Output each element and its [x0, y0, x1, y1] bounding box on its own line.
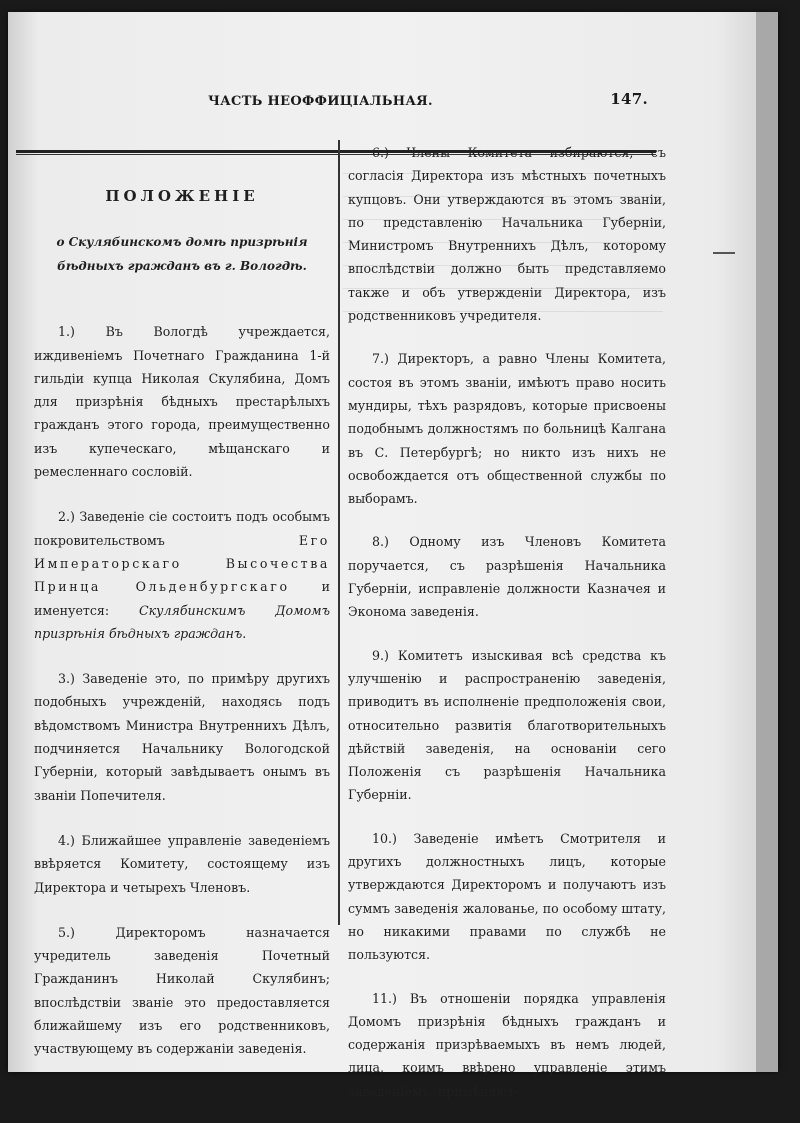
paragraph-4: 4.) Ближайшее управленіе заведеніемъ ввѣряется Комитету, состоящему изъ Директора и четырехъ Членовъ.: [34, 832, 330, 895]
right-column: [348, 141, 666, 1123]
document-subtitle: о Скулябинскомъ домѣ призрѣнія бѣдныхъ гражданъ въ г. Вологдѣ.: [56, 235, 308, 274]
paragraph-1: 1.) Въ Вологдѣ учреждается, иждивеніемъ Почетнаго Гражданина 1-й гильдіи купца Николая Скулябина, Домъ для призрѣнія бѣдныхъ престарѣлыхъ гражданъ этого города, преимущественно изъ купеческаго, мѣщанскаго и ремесленнаго сословій.: [34, 324, 330, 480]
margin-mark: [713, 252, 735, 254]
paragraph-3: 3.) Заведеніе это, по примѣру другихъ подобныхъ учрежденій, находясь подъ вѣдомствомъ Министра Внутреннихъ Дѣлъ, подчиняется Начальнику Вологодской Губерніи, который завѣдываетъ онымъ въ званіи Попечителя.: [34, 671, 330, 803]
running-header: [208, 90, 648, 109]
page-number: 147.: [610, 90, 648, 108]
paragraph-2-title: Его Императорскаго Высочества Принца Ольденбургскаго: [34, 532, 330, 595]
document-page: [8, 12, 778, 1099]
paragraph-2: [34, 505, 330, 645]
paragraph-10: 10.) Заведеніе имѣетъ Смотрителя и другихъ должностныхъ лицъ, которые утверждаются Директоромъ и получаютъ изъ суммъ заведенія жалованье, по особому штату, но никакими правами по службѣ не пользуются.: [348, 830, 666, 963]
paragraph-8: 8.) Одному изъ Членовъ Комитета поручается, съ разрѣшенія Начальника Губерніи, исправленіе должности Казначея и Эконома заведенія.: [348, 534, 666, 620]
page-edge: [756, 12, 778, 1072]
column-separator: [338, 140, 340, 925]
paragraph-2-text-c: и именуется:: [34, 579, 330, 618]
paragraph-2-text-a: 2.) Заведеніе сіе состоитъ подъ особымъ покровительствомъ: [34, 509, 330, 548]
document-title: ПОЛОЖЕНІЕ: [105, 187, 259, 205]
paragraph-2-name: Скулябинскимъ Домомъ призрѣнія бѣдныхъ гражданъ.: [34, 602, 330, 641]
paragraph-5: 5.) Директоромъ назначается учредитель заведенія Почетный Гражданинъ Николай Скулябинъ; впослѣдствіи званіе это предоставляется ближайшему изъ его родственниковъ, участвующему въ содержаніи заведенія.: [34, 924, 330, 1057]
left-column: [34, 177, 330, 1083]
section-title: ЧАСТЬ НЕОФФИЦІАЛЬНАЯ.: [208, 94, 433, 109]
paragraph-7: 7.) Директоръ, а равно Члены Комитета, состоя въ этомъ званіи, имѣютъ право носить мундиры, тѣхъ разрядовъ, которые присвоены подобнымъ должностямъ по больницѣ Калгана въ С. Петербургѣ; но никто изъ нихъ не освобождается отъ общественной службы по выборамъ.: [348, 351, 666, 507]
paragraph-9: 9.) Комитетъ изыскивая всѣ средства къ улучшенію и распространенію заведенія, приводитъ въ исполненіе предположенія свои, относительно развитія благотворительныхъ дѣйствій заведенія, на основаніи сего Положенія съ разрѣшенія Начальника Губерніи.: [348, 647, 666, 803]
paragraph-6: 6.) Члены Комитета избираются, съ согласія Директора изъ мѣстныхъ почетныхъ купцовъ. Они утверждаются въ этомъ званіи, по представленію Начальника Губерніи, Министромъ Внутреннихъ Дѣлъ, которому впослѣдствіи должно быть представляемо также и объ утвержденіи Директора, изъ родственниковъ учредителя.: [348, 145, 666, 324]
paragraph-11: 11.) Въ отношеніи порядка управленія Домомъ призрѣнія бѣдныхъ гражданъ и содержанія призрѣваемыхъ въ немъ людей, лица, коимъ ввѣрено управленіе этимъ заведеніемъ, примѣняют-: [348, 990, 666, 1099]
